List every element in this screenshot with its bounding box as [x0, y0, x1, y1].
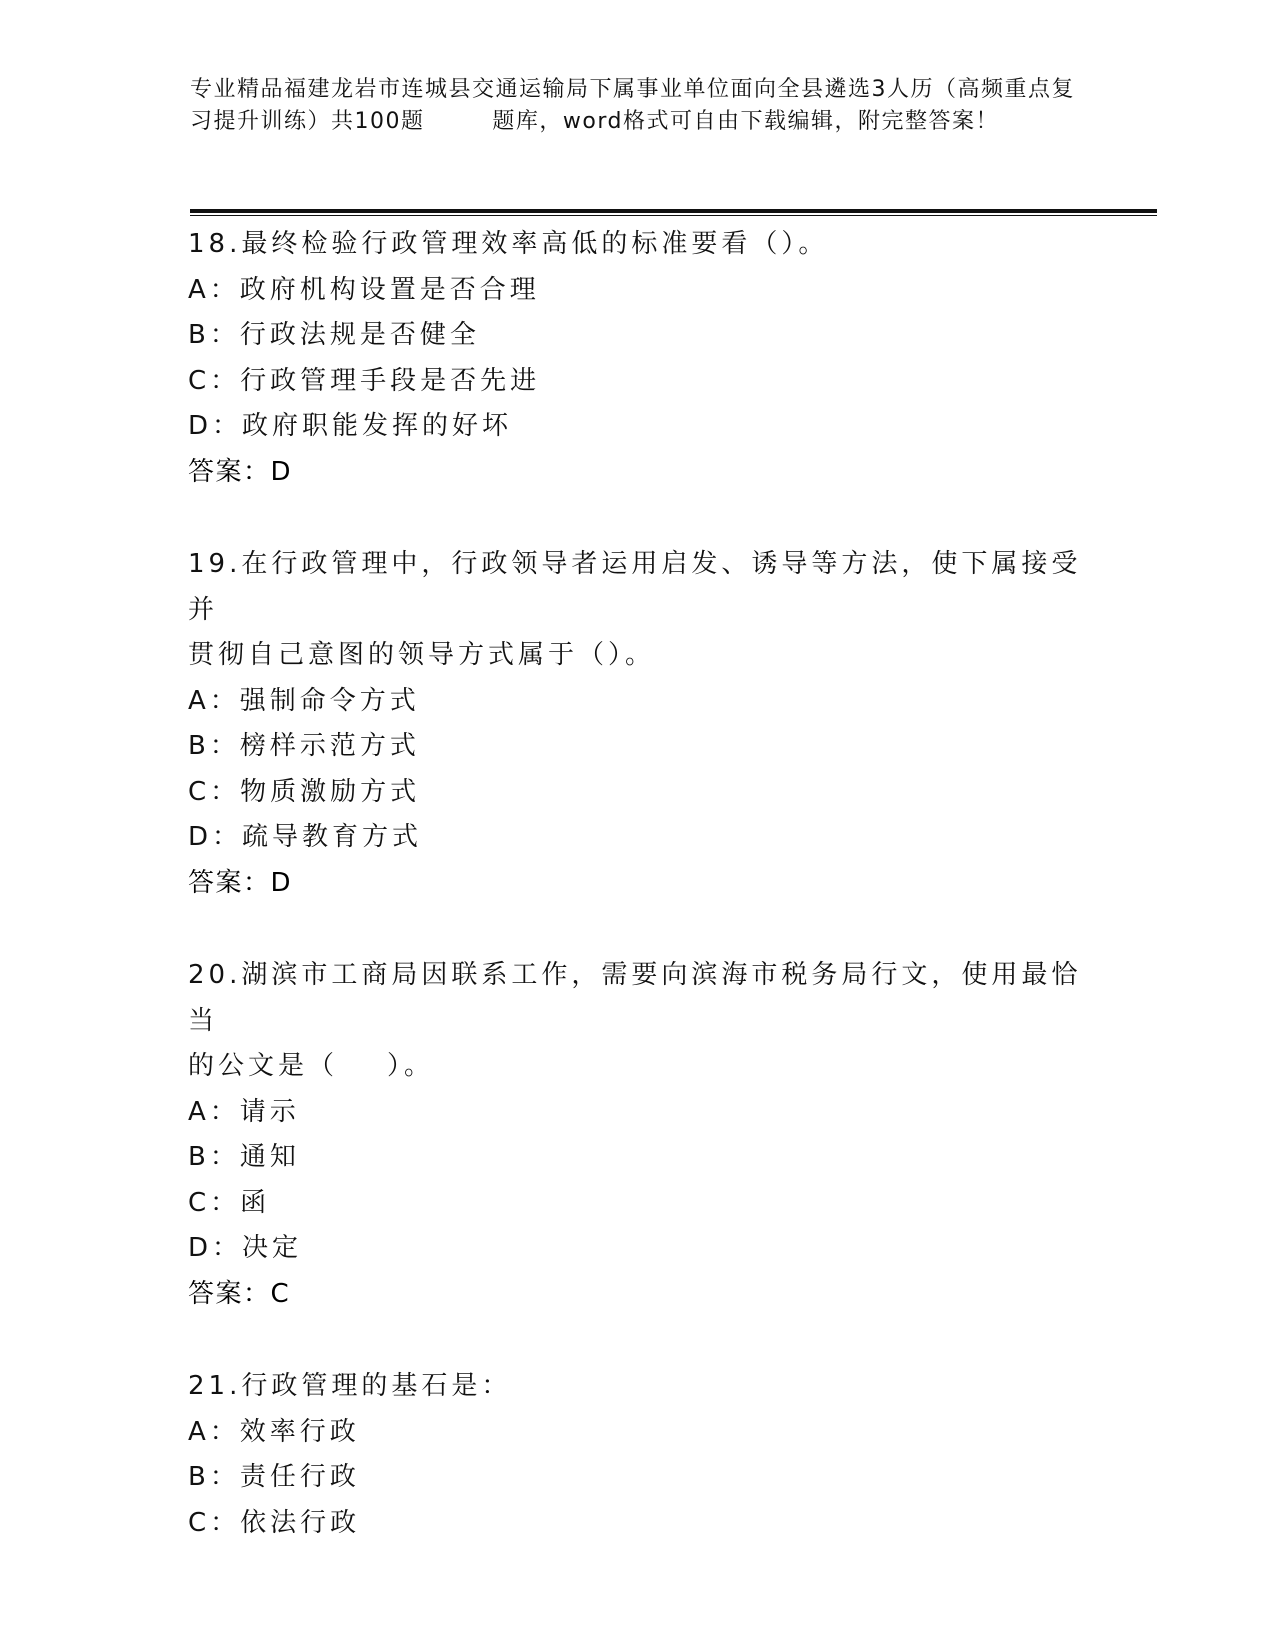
- option-a: A：强制命令方式: [188, 685, 420, 716]
- option-d: D：决定: [188, 1233, 303, 1263]
- question-stem: 20.湖滨市工商局因联系工作，需要向滨海市税务局行文，使用最恰当: [188, 960, 1082, 1036]
- question-20: [188, 953, 1088, 1317]
- header-divider-thin: [190, 215, 1157, 216]
- option-a: A：效率行政: [188, 1416, 360, 1447]
- option-b: B：责任行政: [188, 1462, 360, 1492]
- question-stem: 21.行政管理的基石是：: [188, 1371, 512, 1401]
- option-d: D：疏导教育方式: [188, 822, 423, 852]
- question-stem: 19.在行政管理中，行政领导者运用启发、诱导等方法，使下属接受并: [188, 549, 1082, 625]
- question-list: [188, 222, 1088, 1593]
- answer: 答案：C: [188, 1278, 291, 1309]
- answer: 答案：D: [188, 456, 293, 487]
- question-18: [188, 222, 1088, 495]
- option-b: B：行政法规是否健全: [188, 320, 480, 350]
- option-b: B：榜样示范方式: [188, 731, 420, 761]
- option-c: C：函: [188, 1187, 271, 1218]
- option-a: A：请示: [188, 1096, 300, 1127]
- document-header: 专业精品福建龙岩市连城县交通运输局下属事业单位面向全县遴选3人历（高频重点复习提升训练）共100题 题库，word格式可自由下载编辑，附完整答案！: [190, 77, 1075, 134]
- option-c: C：物质激励方式: [188, 776, 421, 807]
- answer: 答案：D: [188, 867, 293, 898]
- option-d: D：政府职能发挥的好坏: [188, 411, 513, 441]
- header-divider-thick: [190, 209, 1157, 213]
- question-stem-continued: 贯彻自己意图的领导方式属于（）。: [188, 640, 656, 670]
- question-21: [188, 1364, 1088, 1546]
- option-c: C：依法行政: [188, 1507, 361, 1538]
- option-a: A：政府机构设置是否合理: [188, 274, 540, 305]
- question-stem: 18.最终检验行政管理效率高低的标准要看（）。: [188, 229, 829, 259]
- question-stem-continued: 的公文是（ ）。: [188, 1051, 435, 1081]
- option-b: B：通知: [188, 1142, 300, 1172]
- option-c: C：行政管理手段是否先进: [188, 365, 541, 396]
- question-19: [188, 542, 1088, 906]
